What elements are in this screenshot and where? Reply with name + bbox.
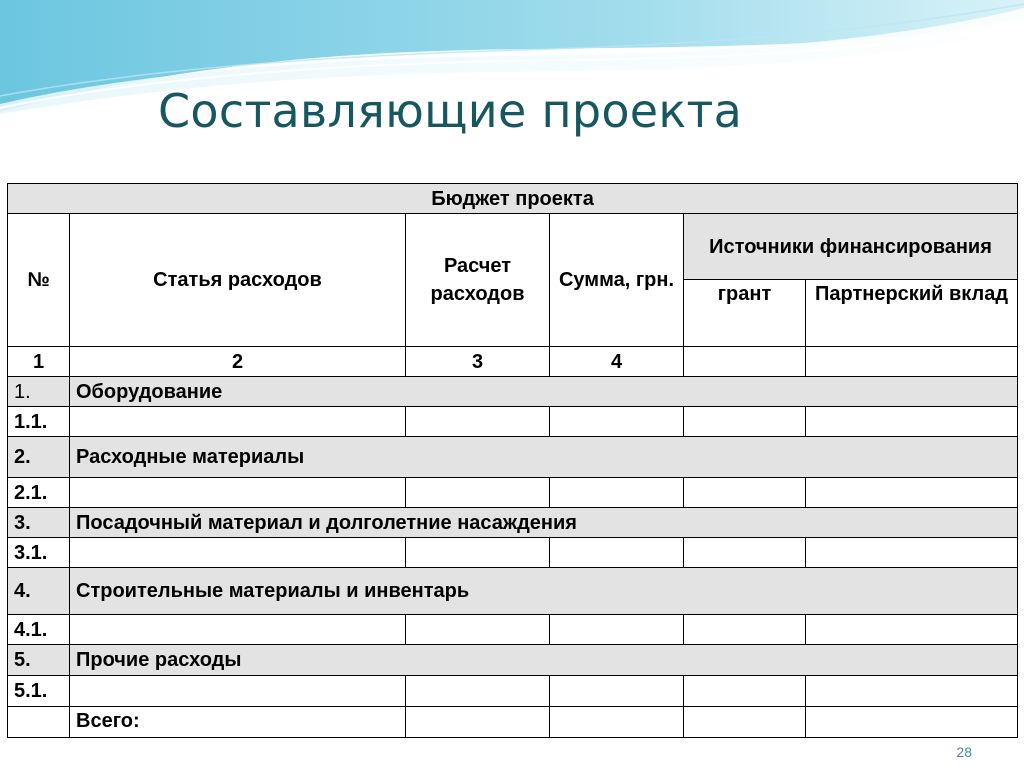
- table-row: [8, 645, 1018, 676]
- table-caption-row: [8, 184, 1018, 214]
- row-grant-cell: [684, 538, 806, 568]
- row-number: 5.1.: [8, 676, 70, 707]
- column-number: [806, 347, 1018, 377]
- row-calc-cell: [406, 676, 550, 707]
- row-item: [70, 478, 406, 508]
- row-partner-cell: [806, 407, 1018, 437]
- column-number: 3: [406, 347, 550, 377]
- column-number: 1: [8, 347, 70, 377]
- row-grant-cell: [684, 407, 806, 437]
- header-number: №: [8, 214, 70, 347]
- row-number: 4.: [8, 568, 70, 615]
- slide-title: Составляющие проекта: [158, 84, 743, 138]
- row-sum-cell: [550, 538, 684, 568]
- budget-table: [7, 183, 1018, 738]
- total-calc-cell: [406, 707, 550, 738]
- row-sum-cell: [550, 478, 684, 508]
- table-total-row: [8, 707, 1018, 738]
- row-partner-cell: [806, 478, 1018, 508]
- total-grant-cell: [684, 707, 806, 738]
- table-caption: Бюджет проекта: [8, 184, 1018, 214]
- total-number-cell: [8, 707, 70, 738]
- table-row: [8, 478, 1018, 508]
- row-calc-cell: [406, 615, 550, 645]
- row-item: Строительные материалы и инвентарь: [70, 568, 1018, 615]
- header-partner: Партнерский вклад: [806, 280, 1018, 347]
- row-item: Оборудование: [70, 377, 1018, 407]
- table-row: [8, 676, 1018, 707]
- row-number: 3.: [8, 508, 70, 538]
- page-number: 28: [956, 744, 972, 760]
- row-number: 5.: [8, 645, 70, 676]
- row-grant-cell: [684, 478, 806, 508]
- total-partner-cell: [806, 707, 1018, 738]
- row-sum-cell: [550, 615, 684, 645]
- header-item: Статья расходов: [70, 214, 406, 347]
- row-partner-cell: [806, 676, 1018, 707]
- table-row: [8, 568, 1018, 615]
- row-item: Расходные материалы: [70, 437, 1018, 478]
- column-number-row: [8, 347, 1018, 377]
- total-label: Всего:: [70, 707, 406, 738]
- row-calc-cell: [406, 478, 550, 508]
- row-item: [70, 676, 406, 707]
- table-row: [8, 508, 1018, 538]
- row-item: [70, 615, 406, 645]
- row-grant-cell: [684, 676, 806, 707]
- row-number: 2.1.: [8, 478, 70, 508]
- header-sum: Сумма, грн.: [550, 214, 684, 347]
- table-header-row: [8, 214, 1018, 280]
- row-number: 1.1.: [8, 407, 70, 437]
- row-sum-cell: [550, 407, 684, 437]
- row-item: [70, 538, 406, 568]
- row-partner-cell: [806, 538, 1018, 568]
- table-row: [8, 377, 1018, 407]
- row-calc-cell: [406, 407, 550, 437]
- table-row: [8, 437, 1018, 478]
- row-item: Посадочный материал и долголетние насаждения: [70, 508, 1018, 538]
- row-partner-cell: [806, 615, 1018, 645]
- header-sources: Источники финансирования: [684, 214, 1018, 280]
- row-item: [70, 407, 406, 437]
- row-item: Прочие расходы: [70, 645, 1018, 676]
- header-calc: Расчет расходов: [406, 214, 550, 347]
- row-grant-cell: [684, 615, 806, 645]
- row-number: 1.: [8, 377, 70, 407]
- column-number: 4: [550, 347, 684, 377]
- row-calc-cell: [406, 538, 550, 568]
- row-number: 2.: [8, 437, 70, 478]
- table-row: [8, 538, 1018, 568]
- total-sum-cell: [550, 707, 684, 738]
- table-row: [8, 407, 1018, 437]
- row-number: 4.1.: [8, 615, 70, 645]
- column-number: 2: [70, 347, 406, 377]
- column-number: [684, 347, 806, 377]
- row-sum-cell: [550, 676, 684, 707]
- row-number: 3.1.: [8, 538, 70, 568]
- header-grant: грант: [684, 280, 806, 347]
- table-row: [8, 615, 1018, 645]
